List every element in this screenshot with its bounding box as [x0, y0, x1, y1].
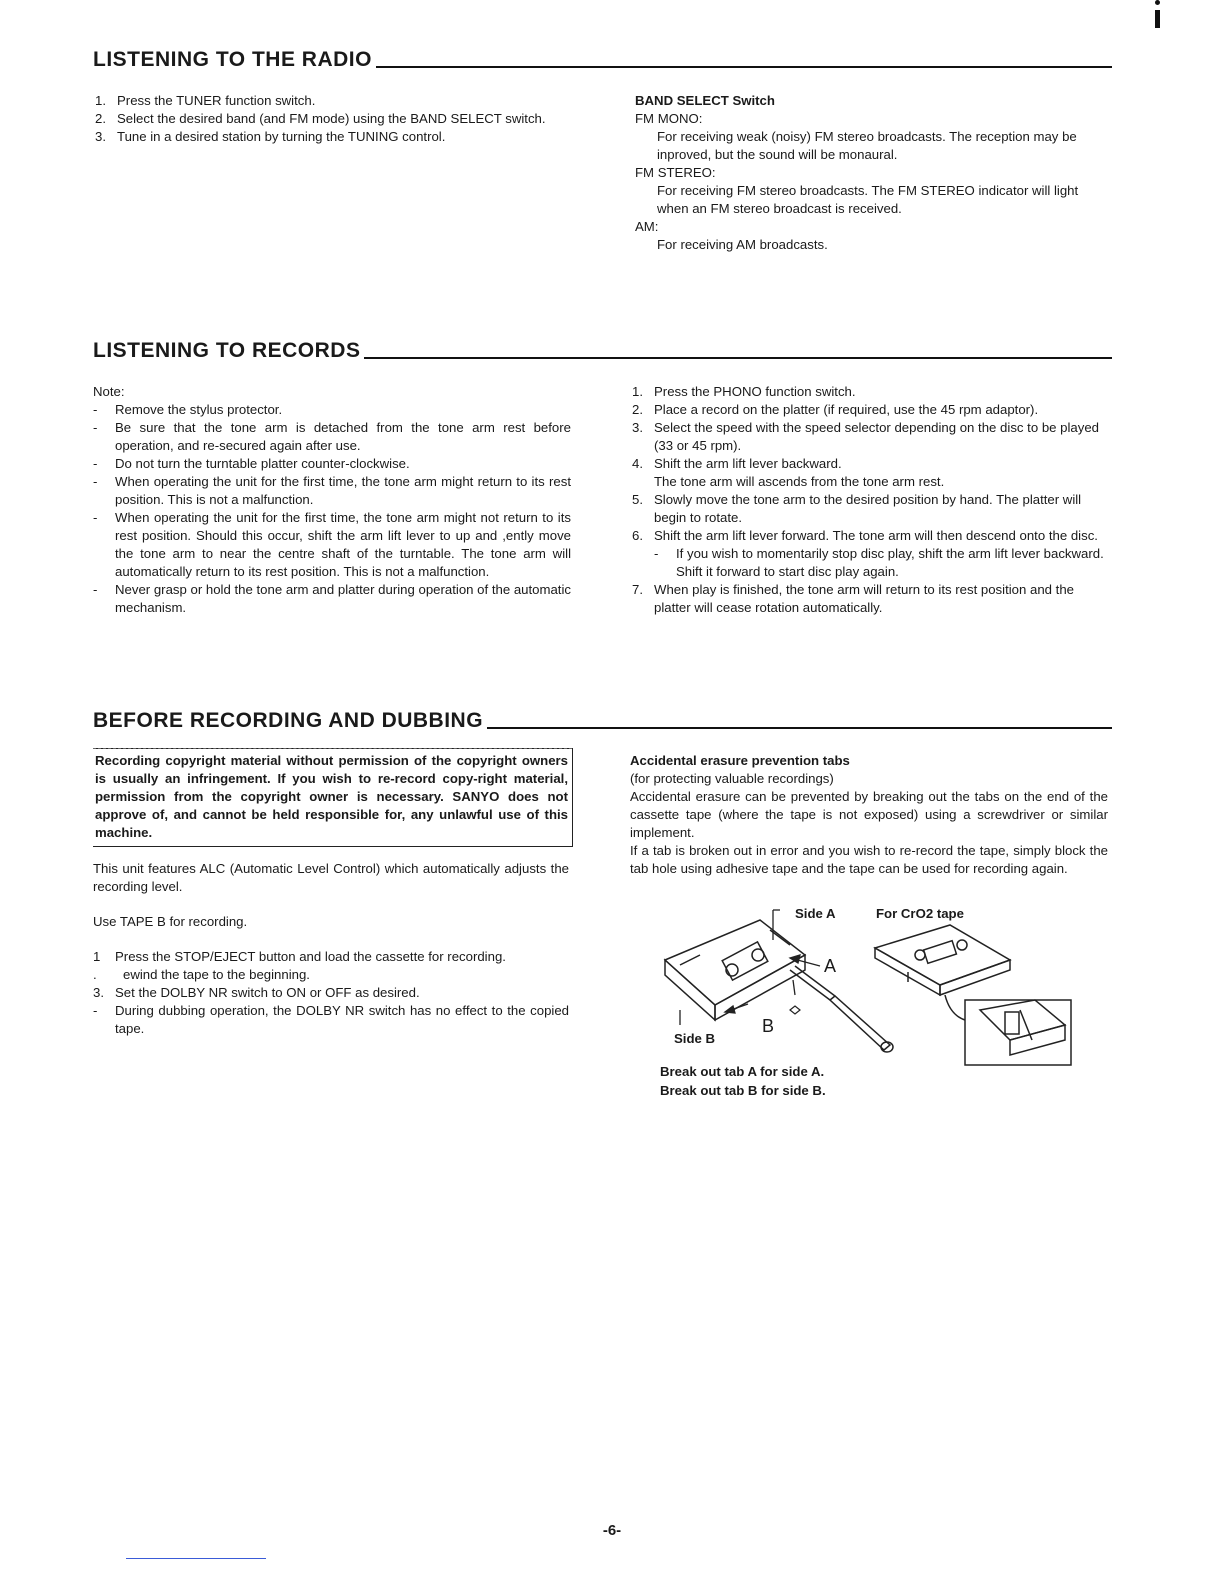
band-select-info — [635, 92, 1113, 254]
records-step: 5. Slowly move the tone arm to the desired position by hand. The platter will begin to rotate. — [632, 492, 1082, 525]
records-step: 7. When play is finished, the tone arm will return to its rest position and the platter will cease rotation automatically. — [632, 582, 1075, 615]
note-item: - Do not turn the turntable platter counter-clockwise. — [93, 455, 571, 473]
radio-step: 2. Select the desired band (and FM mode) using the BAND SELECT switch. — [95, 111, 546, 126]
margin-mark — [1155, 0, 1160, 5]
dubbing-note: - During dubbing operation, the DOLBY NR switch has no effect to the copied tape. — [93, 1002, 569, 1038]
copyright-warning-text: Recording copyright material without permission of the copyright owners is usually an infringement. If you wish to re-record copy-right material, permission from the copyright owner is necessary. SANYO does not approve of, and cannot be held responsible for, any unlawful use of this machine. — [95, 753, 568, 840]
tape-b-text: Use TAPE B for recording. — [93, 914, 248, 929]
note-item: - Never grasp or hold the tone arm and platter during operation of the automatic mechanism. — [93, 581, 571, 617]
recording-step: 3. Set the DOLBY NR switch to ON or OFF as desired. — [93, 985, 420, 1000]
erasure-subtitle: (for protecting valuable recordings) — [630, 771, 834, 786]
radio-step: 1. Press the TUNER function switch. — [95, 93, 316, 108]
note-label: Note: — [93, 384, 125, 399]
erasure-title: Accidental erasure prevention tabs — [630, 753, 850, 768]
fm-stereo-text: For receiving FM stereo broadcasts. The FM STEREO indicator will light when an FM stereo broadcast is received. — [657, 183, 1079, 216]
erasure-text-2: If a tab is broken out in error and you wish to re-record the tape, simply block the tab hole using adhesive tape and the tape can be used for recording again. — [630, 843, 1108, 876]
tab-a-label: A — [824, 956, 837, 976]
recording-section-header — [93, 710, 1112, 731]
page-number: -6- — [602, 1522, 622, 1539]
erasure-text-1: Accidental erasure can be prevented by breaking out the tabs on the end of the cassette tape (where the tape is not exposed) using a screwdriver or similar implement. — [630, 789, 1108, 840]
fm-mono-text: For receiving weak (noisy) FM stereo broadcasts. The reception may be inproved, but the sound will be monaural. — [657, 129, 1077, 162]
recording-heading: BEFORE RECORDING AND DUBBING — [93, 709, 484, 732]
heading-rule — [364, 357, 1112, 359]
records-step: 4. Shift the arm lift lever backward. The tone arm will ascends from the tone arm rest. — [632, 456, 945, 489]
erasure-tabs-info — [630, 752, 1108, 878]
heading-rule — [376, 66, 1112, 68]
records-step: 6. Shift the arm lift lever forward. The tone arm will then descend onto the disc. - If you wish to momentarily stop disc play, shift the arm lift lever backward. Shift it forward to start disc play again. — [632, 527, 1110, 581]
records-step: 2. Place a record on the platter (if required, use the 45 rpm adaptor). — [632, 402, 1039, 417]
band-select-title: BAND SELECT Switch — [635, 93, 775, 108]
margin-mark — [1155, 10, 1160, 28]
am-label: AM: — [635, 219, 659, 234]
records-section-header — [93, 340, 1112, 361]
alc-text: This unit features ALC (Automatic Level Control) which automatically adjusts the recording level. — [93, 861, 569, 894]
recording-step: . ewind the tape to the beginning. — [93, 967, 310, 982]
records-steps — [632, 383, 1110, 617]
records-step: 3. Select the speed with the speed selector depending on the disc to be played (33 or 45 rpm). — [632, 420, 1100, 453]
figure-caption — [660, 1062, 826, 1100]
side-a-label: Side A — [795, 906, 836, 921]
cassette-right — [875, 925, 1010, 995]
cro2-label: For CrO2 tape — [876, 906, 964, 921]
records-step-bullet: - If you wish to momentarily stop disc play, shift the arm lift lever backward. Shift it forward to start disc play again. — [654, 545, 1110, 581]
recording-instructions — [93, 860, 569, 1038]
note-item: - When operating the unit for the first time, the tone arm might not return to its rest position. Should this occur, shift the arm lift lever to up and ,ently move the tone arm to near the centre shaft of the turntable. The tone arm will automatically return to its rest position. This is not a malfunction. — [93, 509, 571, 581]
caption-line-2: Break out tab B for side B. — [660, 1083, 826, 1098]
caption-line-1: Break out tab A for side A. — [660, 1064, 825, 1079]
recording-step: 1 Press the STOP/EJECT button and load the cassette for recording. — [93, 949, 506, 964]
am-text: For receiving AM broadcasts. — [657, 237, 828, 252]
records-step-sub: The tone arm will ascends from the tone arm rest. — [654, 474, 945, 489]
note-item: - Be sure that the tone arm is detached from the tone arm rest before operation, and re-secured again after use. — [93, 419, 571, 455]
tab-detail-inset — [945, 995, 1071, 1065]
heading-rule — [487, 727, 1112, 729]
records-heading: LISTENING TO RECORDS — [93, 339, 361, 362]
note-item: - Remove the stylus protector. — [93, 401, 571, 419]
note-item: - When operating the unit for the first time, the tone arm might return to its rest position. This is not a malfunction. — [93, 473, 571, 509]
screwdriver — [790, 966, 893, 1052]
copyright-warning-box — [93, 748, 573, 847]
records-notes — [93, 383, 571, 617]
cassette-left — [665, 920, 805, 1020]
fm-mono-label: FM MONO: — [635, 111, 703, 126]
cassette-tab-figure — [640, 900, 1080, 1070]
radio-section-header — [93, 49, 1112, 70]
radio-step: 3. Tune in a desired station by turning the TUNING control. — [95, 129, 446, 144]
radio-steps — [95, 92, 573, 146]
fm-stereo-label: FM STEREO: — [635, 165, 716, 180]
side-b-label: Side B — [674, 1031, 716, 1046]
bottom-rule — [126, 1558, 266, 1559]
radio-heading: LISTENING TO THE RADIO — [93, 48, 372, 71]
records-step: 1. Press the PHONO function switch. — [632, 384, 856, 399]
tab-b-label: B — [762, 1016, 775, 1036]
